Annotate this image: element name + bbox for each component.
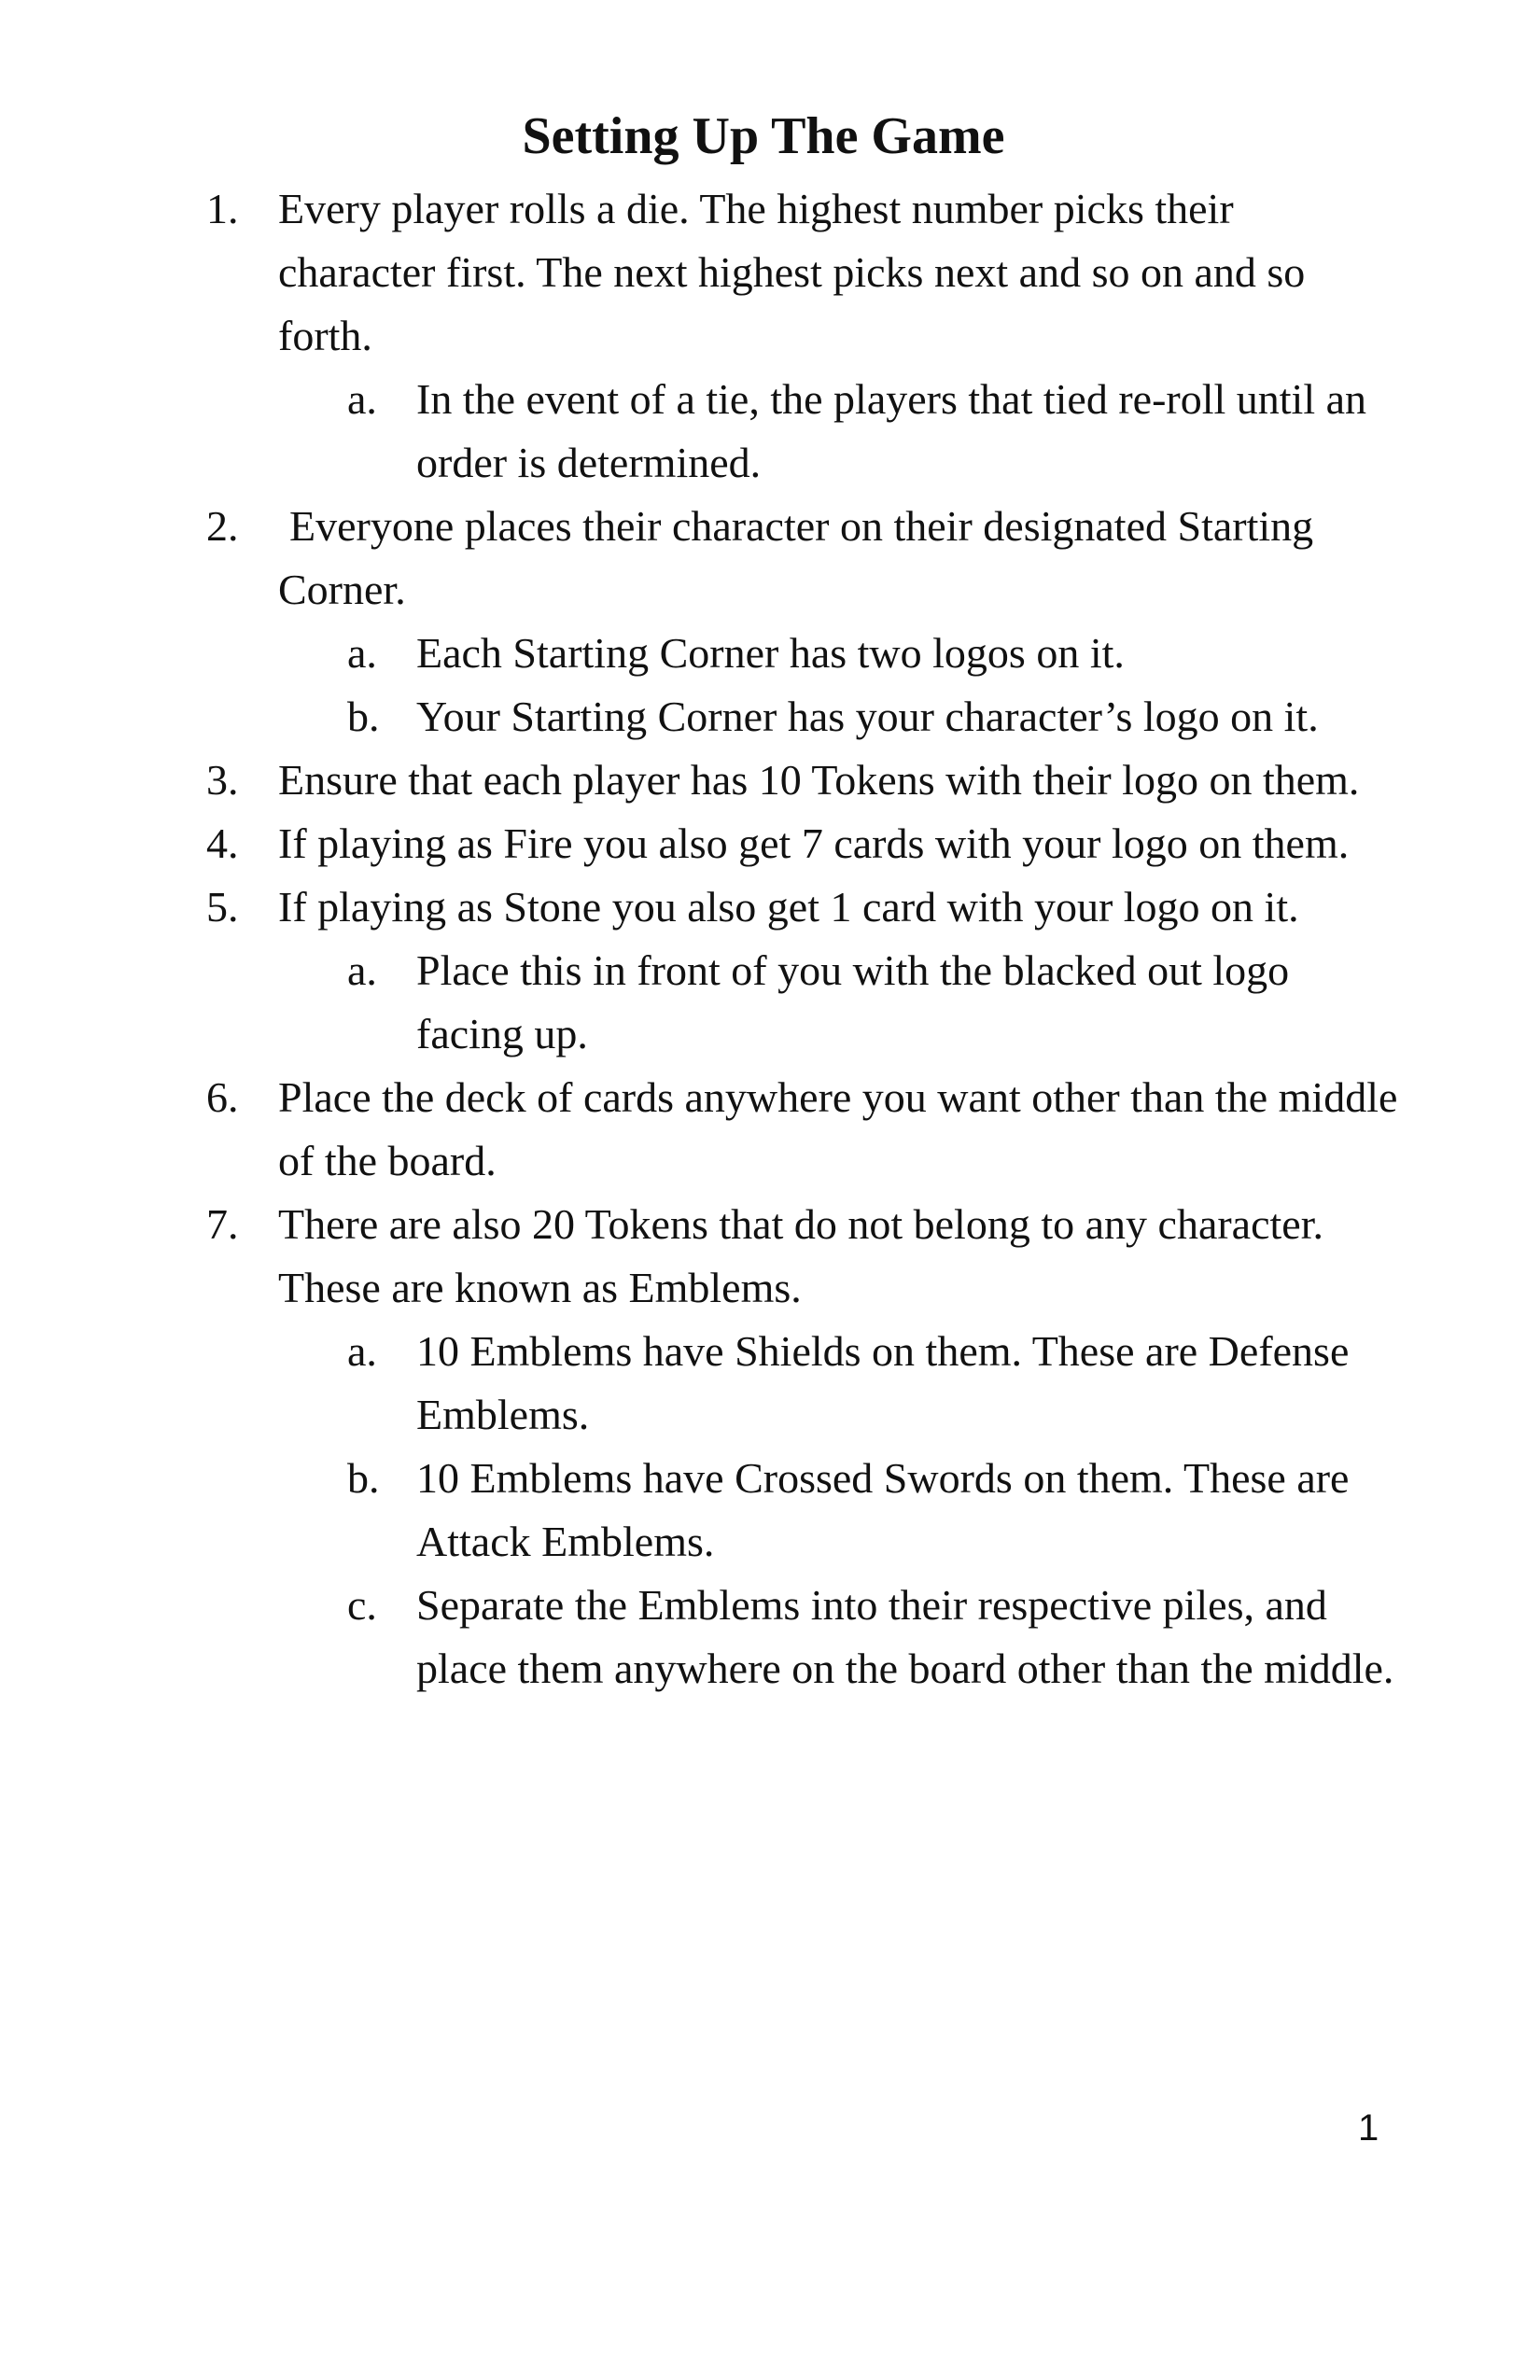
subitem-text: Your Starting Corner has your character’s logo on it. xyxy=(416,693,1319,740)
step-7-subitem-b xyxy=(0,1447,1540,1574)
subitem-letter: b. xyxy=(347,1454,380,1502)
subitem-letter: a. xyxy=(347,946,377,994)
step-2 xyxy=(0,495,1540,622)
step-number: 2. xyxy=(206,502,239,550)
subitem-letter: c. xyxy=(347,1581,377,1629)
step-number: 5. xyxy=(206,883,239,931)
step-5-subitem-a xyxy=(0,939,1540,1066)
step-5 xyxy=(0,875,1540,939)
step-text: Ensure that each player has 10 Tokens with their logo on them. xyxy=(278,756,1360,804)
step-1 xyxy=(0,177,1540,368)
step-1-subitem-a xyxy=(0,368,1540,495)
step-number: 3. xyxy=(206,756,239,804)
step-text: There are also 20 Tokens that do not belong to any character. These are known as Emblems. xyxy=(278,1200,1323,1311)
subitem-letter: b. xyxy=(347,693,380,740)
subitem-text: Each Starting Corner has two logos on it. xyxy=(416,629,1125,677)
step-3 xyxy=(0,749,1540,812)
subitem-letter: a. xyxy=(347,375,377,423)
step-text: If playing as Stone you also get 1 card with your logo on it. xyxy=(278,883,1299,931)
step-number: 1. xyxy=(206,185,239,232)
subitem-text: Separate the Emblems into their respective piles, and place them anywhere on the board other than the middle. xyxy=(416,1581,1394,1692)
setup-steps-list xyxy=(0,177,1540,1701)
page-title: Setting Up The Game xyxy=(522,107,1005,165)
subitem-text: 10 Emblems have Shields on them. These are Defense Emblems. xyxy=(416,1327,1350,1438)
step-2-subitem-b xyxy=(0,685,1540,749)
subitem-text: 10 Emblems have Crossed Swords on them. These are Attack Emblems. xyxy=(416,1454,1350,1565)
step-number: 7. xyxy=(206,1200,239,1248)
step-number: 4. xyxy=(206,819,239,867)
step-2-subitem-a xyxy=(0,622,1540,685)
step-4 xyxy=(0,812,1540,875)
step-7-subitem-c xyxy=(0,1574,1540,1701)
step-text: Everyone places their character on their designated Starting Corner. xyxy=(278,502,1314,613)
step-text: If playing as Fire you also get 7 cards with your logo on them. xyxy=(278,819,1350,867)
step-number: 6. xyxy=(206,1073,239,1121)
step-7 xyxy=(0,1193,1540,1320)
subitem-text: In the event of a tie, the players that tied re-roll until an order is determined. xyxy=(416,375,1367,486)
step-6 xyxy=(0,1066,1540,1193)
subitem-letter: a. xyxy=(347,629,377,677)
step-text: Place the deck of cards anywhere you want other than the middle of the board. xyxy=(278,1073,1398,1184)
subitem-letter: a. xyxy=(347,1327,377,1375)
step-text: Every player rolls a die. The highest number picks their character first. The next highest picks next and so on and so forth. xyxy=(278,185,1306,359)
subitem-text: Place this in front of you with the blacked out logo facing up. xyxy=(416,946,1290,1057)
page-number: 1 xyxy=(1358,2107,1379,2149)
step-7-subitem-a xyxy=(0,1320,1540,1447)
